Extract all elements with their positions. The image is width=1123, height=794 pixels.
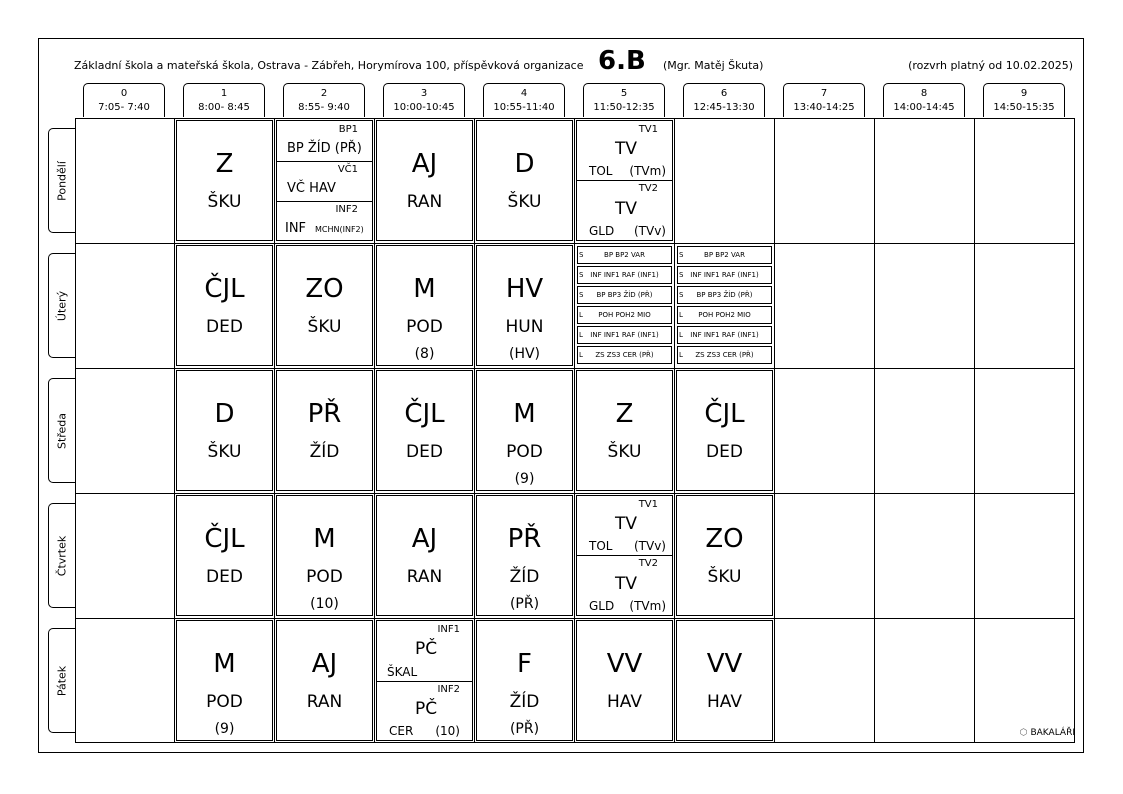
subject: M (513, 399, 536, 429)
subject: D (214, 399, 235, 429)
group-separator (577, 180, 672, 181)
col-divider (674, 118, 675, 743)
group-lesson[interactable]: S INF INF1 RAF (INF1) (577, 266, 672, 284)
row-divider (75, 243, 1075, 244)
col-divider (174, 118, 175, 743)
lesson-cell[interactable] (676, 495, 773, 616)
lesson-cell-split[interactable] (276, 120, 373, 241)
teacher: ŽÍD (309, 442, 340, 462)
lesson-cell[interactable] (576, 620, 673, 741)
teacher: RAN (406, 567, 443, 587)
group-lesson[interactable]: L POH POH2 MIO (577, 306, 672, 324)
group-label: TV2 (638, 183, 658, 194)
lesson-cell[interactable] (376, 245, 473, 366)
group-label: INF2 (437, 684, 460, 695)
group-label: INF2 (335, 204, 358, 215)
lesson-cell[interactable] (476, 120, 573, 241)
room: (TVm) (629, 164, 666, 178)
teacher: ŠKU (207, 442, 242, 462)
period-header-6: 6 12:45-13:30 (683, 83, 765, 117)
group-lesson[interactable]: L INF INF1 RAF (INF1) (577, 326, 672, 344)
subject: M (313, 524, 336, 554)
period-header-1: 1 8:00- 8:45 (183, 83, 265, 117)
period-header-8: 8 14:00-14:45 (883, 83, 965, 117)
teacher: RAN (306, 692, 343, 712)
group-label: BP1 (338, 124, 358, 135)
subject: TV (615, 514, 638, 534)
room: (10) (310, 596, 339, 612)
lesson-cell[interactable] (476, 495, 573, 616)
col-divider (974, 118, 975, 743)
lesson-cell-multigroup[interactable] (576, 245, 673, 366)
group-separator (277, 201, 372, 202)
teacher: DED (206, 317, 243, 337)
day-tab-wednesday: Středa (48, 378, 75, 483)
group-lesson[interactable]: L ZS ZS3 CER (PŘ) (677, 346, 772, 364)
subject: ČJL (204, 274, 245, 304)
group-label: TV1 (638, 124, 658, 135)
teacher: CER (389, 724, 414, 738)
teacher: DED (406, 442, 443, 462)
group-lesson[interactable]: S INF INF1 RAF (INF1) (677, 266, 772, 284)
group-lesson[interactable]: S BP BP2 VAR (577, 246, 672, 264)
teacher: TOL (589, 164, 613, 178)
day-tab-tuesday: Úterý (48, 253, 75, 358)
room: (9) (214, 721, 235, 737)
group-lesson[interactable]: S BP BP3 ŽÍD (PŘ) (577, 286, 672, 304)
teacher: ŠKU (207, 192, 242, 212)
row-divider (75, 368, 1075, 369)
group-lesson[interactable]: S BP BP2 VAR (677, 246, 772, 264)
room: (TVv) (633, 224, 666, 238)
col-divider (574, 118, 575, 743)
lesson-cell[interactable] (276, 245, 373, 366)
subject: AJ (411, 524, 438, 554)
class-teacher: (Mgr. Matěj Škuta) (663, 59, 764, 72)
subject: TV (615, 199, 638, 219)
room: (HV) (508, 346, 541, 362)
subject: HV (505, 274, 544, 304)
subject: PČ (415, 639, 438, 659)
teacher: ŠKU (307, 317, 342, 337)
teacher: DED (206, 567, 243, 587)
group-lesson[interactable]: L ZS ZS3 CER (PŘ) (577, 346, 672, 364)
lesson-cell-multigroup[interactable] (676, 245, 773, 366)
subject: VV (606, 649, 643, 679)
subject: M (213, 649, 236, 679)
teacher: GLD (589, 224, 615, 238)
lesson-cell[interactable] (376, 370, 473, 491)
lesson-cell-split[interactable] (376, 620, 473, 741)
lesson-cell[interactable] (476, 620, 573, 741)
valid-from: (rozvrh platný od 10.02.2025) (908, 59, 1073, 72)
period-header-9: 9 14:50-15:35 (983, 83, 1065, 117)
lesson-cell[interactable] (276, 370, 373, 491)
teacher: POD (206, 692, 243, 712)
teacher: ŽÍD (509, 567, 540, 587)
row-divider (75, 618, 1075, 619)
teacher: HAV (607, 692, 642, 712)
subject: AJ (311, 649, 338, 679)
day-tab-friday: Pátek (48, 628, 75, 733)
lesson-line: BP ŽÍD (PŘ) (287, 141, 362, 156)
subject: PČ (415, 699, 438, 719)
subject: TV (615, 574, 638, 594)
teacher: ŠKU (607, 442, 642, 462)
lesson-cell[interactable] (376, 120, 473, 241)
subject: AJ (411, 149, 438, 179)
bakalari-logo: ⬡ BAKALÁŘI (1019, 728, 1075, 738)
group-lesson[interactable]: L POH POH2 MIO (677, 306, 772, 324)
teacher: POD (406, 317, 443, 337)
room: (TVm) (629, 599, 666, 613)
period-header-7: 7 13:40-14:25 (783, 83, 865, 117)
room: (10) (435, 724, 460, 738)
subject: Z (215, 149, 234, 179)
lesson-cell[interactable] (576, 370, 673, 491)
lesson-cell[interactable] (376, 495, 473, 616)
lesson-cell[interactable] (476, 245, 573, 366)
group-separator (277, 161, 372, 162)
lesson-line: VČ HAV (287, 181, 336, 196)
col-divider (774, 118, 775, 743)
subject: ZO (705, 524, 744, 554)
subject: D (514, 149, 535, 179)
teacher: POD (306, 567, 343, 587)
teacher: DED (706, 442, 743, 462)
teacher: HUN (505, 317, 544, 337)
lesson-cell[interactable] (676, 370, 773, 491)
lesson-cell[interactable] (176, 370, 273, 491)
subject: INF (285, 221, 307, 236)
teacher-room: MCHN(INF2) (315, 225, 364, 234)
teacher: HAV (707, 692, 742, 712)
group-lesson[interactable]: S BP BP3 ŽÍD (PŘ) (677, 286, 772, 304)
hexagon-icon: ⬡ (1019, 728, 1028, 738)
col-divider (874, 118, 875, 743)
col-divider (374, 118, 375, 743)
teacher: POD (506, 442, 543, 462)
lesson-cell[interactable] (276, 495, 373, 616)
room: (PŘ) (509, 596, 540, 612)
lesson-cell[interactable] (176, 120, 273, 241)
lesson-cell-split[interactable] (576, 495, 673, 616)
subject: F (517, 649, 532, 679)
group-label: TV1 (638, 499, 658, 510)
lesson-cell[interactable] (676, 620, 773, 741)
day-tab-monday: Pondělí (48, 128, 75, 233)
group-separator (377, 681, 472, 682)
school-name: Základní škola a mateřská škola, Ostrava - Zábřeh, Horymírova 100, příspěvková organizace (74, 59, 584, 72)
teacher: ŽÍD (509, 692, 540, 712)
period-header-5: 5 11:50-12:35 (583, 83, 665, 117)
subject: TV (615, 139, 638, 159)
subject: ZO (305, 274, 344, 304)
subject: ČJL (204, 524, 245, 554)
group-separator (577, 555, 672, 556)
class-name: 6.B (598, 46, 646, 76)
lesson-cell[interactable] (276, 620, 373, 741)
lesson-cell[interactable] (476, 370, 573, 491)
col-divider (474, 118, 475, 743)
teacher: TOL (589, 539, 613, 553)
teacher: ŠKAL (387, 665, 418, 679)
subject: M (413, 274, 436, 304)
teacher: ŠKU (707, 567, 742, 587)
group-label: INF1 (437, 624, 460, 635)
subject: Z (615, 399, 634, 429)
row-divider (75, 493, 1075, 494)
subject: VV (706, 649, 743, 679)
room: (TVv) (633, 539, 666, 553)
room: (PŘ) (509, 721, 540, 737)
lesson-cell[interactable] (176, 245, 273, 366)
lesson-cell-split[interactable] (576, 120, 673, 241)
period-header-4: 4 10:55-11:40 (483, 83, 565, 117)
period-header-2: 2 8:55- 9:40 (283, 83, 365, 117)
period-header-3: 3 10:00-10:45 (383, 83, 465, 117)
lesson-cell[interactable] (176, 620, 273, 741)
group-label: TV2 (638, 558, 658, 569)
group-lesson[interactable]: L INF INF1 RAF (INF1) (677, 326, 772, 344)
group-label: VČ1 (337, 164, 358, 175)
teacher: ŠKU (507, 192, 542, 212)
teacher: RAN (406, 192, 443, 212)
subject: PŘ (307, 399, 342, 429)
subject: PŘ (507, 524, 542, 554)
subject: ČJL (704, 399, 745, 429)
period-header-0: 0 7:05- 7:40 (83, 83, 165, 117)
teacher: GLD (589, 599, 615, 613)
room: (9) (514, 471, 535, 487)
day-tab-thursday: Čtvrtek (48, 503, 75, 608)
col-divider (274, 118, 275, 743)
room: (8) (414, 346, 435, 362)
subject: ČJL (404, 399, 445, 429)
lesson-cell[interactable] (176, 495, 273, 616)
